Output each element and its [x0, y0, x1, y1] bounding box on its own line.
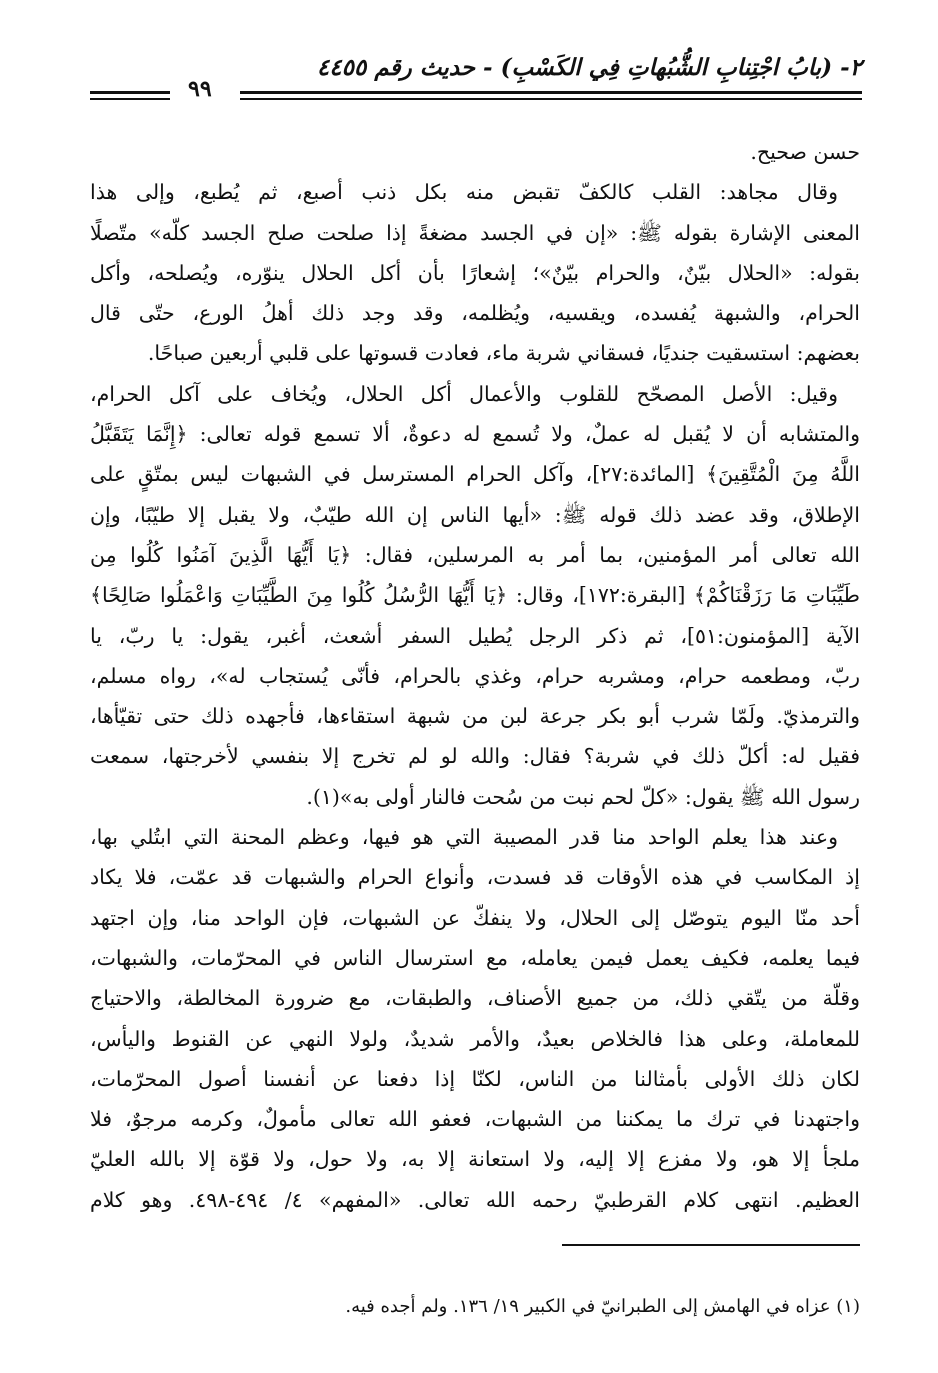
text-line: اللَّهُ مِنَ الْمُتَّقِينَ﴾ [المائدة:٢٧]، وآكل الحرام المسترسل في الشبهات ليس بمتّقٍ على [90, 462, 860, 487]
text-line: طَيِّبَاتِ مَا رَزَقْنَاكُمْ﴾ [البقرة:١٧٢]، وقال: ﴿يَا أَيُّهَا الرُّسُلُ كُلُوا مِنَ الطَّيِّبَاتِ وَاعْمَلُوا صَالِحًا﴾ [90, 583, 860, 608]
header-rule-right-top [240, 91, 862, 94]
text-line: لكان ذلك الأولى بأمثالنا من الناس، لكنّا إذا دفعنا عن أنفسنا أصول المحرّمات، [90, 1066, 860, 1091]
text-line: وقال مجاهد: القلب كالكفّ تقبض منه بكل ذنب أصبع، ثم يُطبع، وإلى هذا [90, 180, 838, 205]
text-line: والترمذيّ. ولَمّا شرب أبو بكر جرعة لبن من شبهة استقاءها، فأجهده ذلك حتى تقيّأها، [90, 704, 860, 729]
text-line: حسن صحيح. [750, 140, 860, 164]
header-rule-left-bottom [90, 98, 170, 100]
page-number: ٩٩ [188, 76, 212, 102]
text-line: الآية [المؤمنون:٥١]، ثم ذكر الرجل يُطيل السفر أشعث، أغبر، يقول: يا ربّ، يا [90, 623, 860, 648]
header-rule-left-top [90, 91, 170, 94]
text-line: العظيم. انتهى كلام القرطبيّ رحمه الله تعالى. «المفهم» ٤/ ٤٩٤-٤٩٨. وهو كلام [90, 1187, 860, 1212]
body-text [90, 132, 860, 1220]
text-line: الإطلاق، وقد عضد ذلك قوله ﷺ: «أيها الناس إن الله طيّبٌ، ولا يقبل إلا طيّبًا، وإن [90, 502, 860, 527]
footnote-separator [562, 1244, 860, 1246]
text-line: الله تعالى أمر المؤمنين، بما أمر به المرسلين، فقال: ﴿يَا أَيُّهَا الَّذِينَ آمَنُوا كُلُوا مِن [90, 542, 860, 567]
text-line: إذ المكاسب في هذه الأوقات قد فسدت، وأنواع الحرام والشبهات قد عمّت، فلا يكاد [90, 865, 860, 890]
text-line: المعنى الإشارة بقوله ﷺ: «إن في الجسد مضغةً إذا صلحت صلح الجسد كلّه» متّصلًا [90, 220, 860, 245]
text-line: وعند هذا يعلم الواحد منا قدر المصيبة التي هو فيها، وعظم المحنة التي ابتُلي بها، [90, 825, 838, 850]
text-line: بعضهم: استسقيت جنديًا، فسقاني شربة ماء، فعادت قسوتها على قلبي أربعين صباحًا. [147, 341, 860, 366]
text-line: وقلّة من يتّقي ذلك، من جميع الأصناف، والطبقات، مع ضرورة المخالطة، والاحتياج [90, 986, 860, 1011]
text-line: ملجأ إلا هو، ولا مفزع إلا إليه، ولا استعانة إلا به، ولا حول، ولا قوّة إلا بالله العليّ [90, 1147, 860, 1172]
header-rule-right-bottom [240, 98, 862, 100]
text-line: للمعاملة، وعلى هذا فالخلاص بعيدٌ، والأمر شديدٌ، ولولا النهي عن القنوط واليأس، [90, 1026, 860, 1051]
text-line: الحرام، والشبهة يُفسده، ويقسيه، ويُظلمه، وقد وجد ذلك أهلُ الورع، حتّى قال [90, 301, 860, 326]
text-line: أحد منّا اليوم يتوصّل إلى الحلال، ولا ينفكّ عن الشبهات، فإن الواحد منا، وإن اجتهد [90, 905, 860, 930]
text-line: ربّ، ومطعمه حرام، ومشربه حرام، وغذي بالحرام، فأنّى يُستجاب له»، رواه مسلم، [90, 663, 860, 688]
page-header [88, 52, 862, 102]
text-line: فقيل له: أكلّ ذلك في شربة؟ فقال: والله لو لم تخرج إلا بنفسي لأخرجتها، سمعت [90, 744, 860, 769]
running-title: ٢- (بابُ اجْتِنابِ الشُّبُهاتِ فِي الكَسْبِ) - حديث رقم ٤٤٥٥ [316, 54, 862, 81]
text-line: بقوله: «الحلال بيّنٌ، والحرام بيّنٌ»؛ إشعارًا بأن أكل الحلال ينوّره، ويُصلحه، وأكل [90, 260, 860, 285]
text-line: فيما يعلمه، فكيف يعمل فيمن يعامله، مع استرسال الناس في المحرّمات، والشبهات، [90, 945, 860, 970]
text-line: رسول الله ﷺ يقول: «كلّ لحم نبت من سُحت فالنار أولى به»(١). [306, 784, 860, 809]
footnote: (١) عزاه في الهامش إلى الطبرانيّ في الكبير ١٩/ ١٣٦. ولم أجده فيه. [345, 1296, 860, 1317]
text-line: وقيل: الأصل المصحّح للقلوب والأعمال أكل الحلال، ويُخاف على آكل الحرام، [90, 381, 838, 406]
text-line: واجتهدنا في ترك ما يمكننا من الشبهات، فعفو الله تعالى مأمولٌ، وكرمه مرجوٌ، فلا [90, 1107, 860, 1132]
text-line: والمتشابه أن لا يُقبل له عملٌ، ولا تُسمع له دعوةٌ، ألا تسمع قوله تعالى: ﴿إِنَّمَا يَتَقَبَّلُ [90, 422, 860, 447]
